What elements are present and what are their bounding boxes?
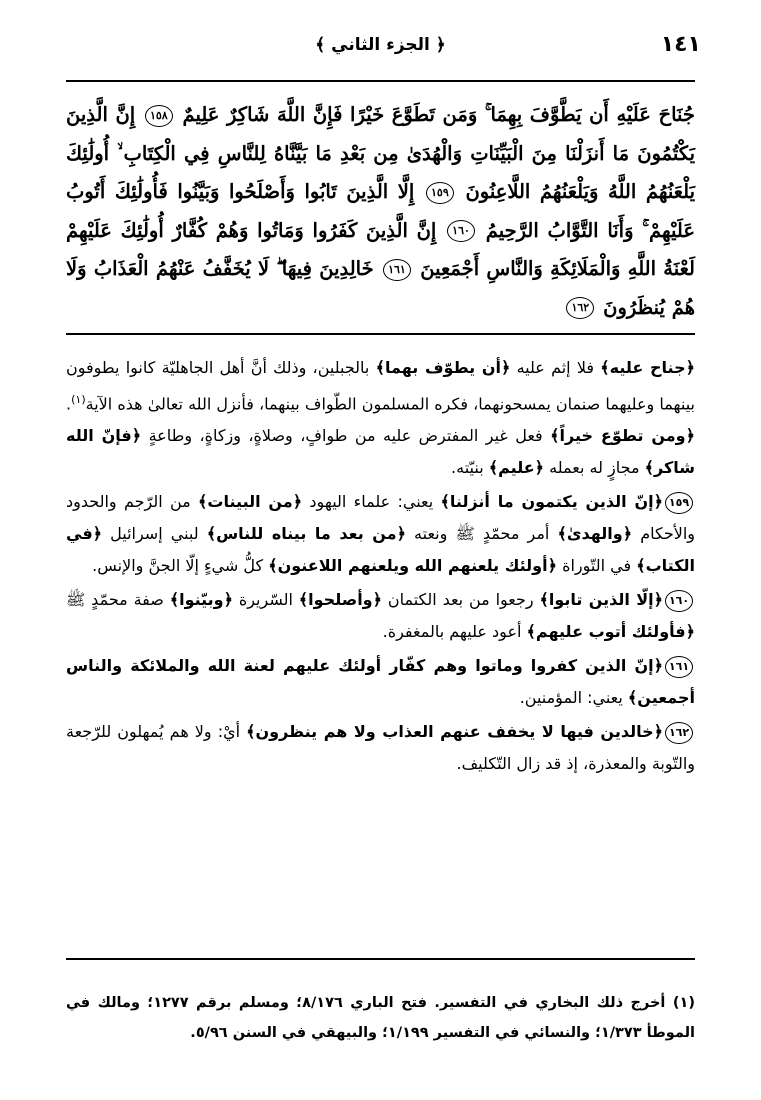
quoted-phrase: ﴿أولئك يلعنهم الله ويلعنهم اللاعنون﴾ [268, 556, 557, 576]
ayah-text: خَالِدِينَ فِيهَا ۖ لَا يُخَفَّفُ عَنْهُمُ الْعَذَابُ وَلَا هُمْ يُنظَرُونَ [66, 257, 695, 319]
quoted-phrase: ﴿فإنّ الله شاكر﴾ [66, 426, 695, 478]
commentary-text: مجازٍ له بعمله [544, 458, 645, 478]
quoted-phrase: ﴿عليم﴾ [488, 458, 545, 478]
ayah-number-marker: ١٦٢ [665, 722, 693, 744]
quoted-phrase: ﴿وبيّنوا﴾ [169, 590, 233, 610]
quran-separator-rule [66, 333, 695, 335]
quoted-phrase: ﴿إلّا الذين تابوا﴾ [539, 590, 664, 610]
commentary-text: يعني: علماء اليهود [302, 492, 441, 512]
footnote-text: أخرج ذلك البخاري في التفسير. فتح الباري ٨/١٧٦؛ ومسلم برقم ١٢٧٧؛ ومالك في الموطأ ١/٣٧٣؛ والنسائي في التفسير ١/١٩٩؛ والبيهقي في السنن ٥/٩٦. [66, 995, 695, 1041]
footnote [66, 988, 695, 1048]
quoted-phrase: ﴿إنّ الذين كفروا وماتوا وهم كفّار أولئك عليهم لعنة الله والملائكة والناس أجمعين﴾ [66, 656, 695, 708]
commentary-text: فعل غير المفترض عليه من طوافٍ، وصلاةٍ، وزكاةٍ، وطاعةٍ [141, 426, 551, 446]
quoted-phrase: ﴿من البينات﴾ [198, 492, 303, 512]
quoted-phrase: ﴿وأصلحوا﴾ [298, 590, 382, 610]
quoted-phrase: ﴿والهدىٰ﴾ [557, 524, 633, 544]
commentary-text: فلا إثم عليه [510, 358, 601, 377]
quoted-phrase: ﴿في الكتاب﴾ [66, 524, 695, 576]
ayah-text: إِنَّ الَّذِينَ يَكْتُمُونَ مَا أَنزَلْنَا مِنَ الْبَيِّنَاتِ وَالْهُدَىٰ مِن بَعْدِ مَا بَيَّنَّاهُ لِلنَّاسِ فِي الْكِتَابِ ۙ أُولَٰئِكَ يَلْعَنُهُمُ اللَّهُ وَيَلْعَنُهُمُ اللَّاعِنُونَ [66, 103, 695, 203]
commentary-text: من الرّجم والحدود والأحكام [66, 492, 696, 544]
footnote-reference[interactable]: (١) [71, 393, 86, 406]
quoted-phrase: ﴿إنّ الذين يكتمون ما أنزلنا﴾ [440, 492, 663, 512]
commentary-paragraph [66, 650, 695, 714]
commentary-text: في التّوراة [556, 556, 637, 576]
ayah-number-marker: ١٥٩ [426, 182, 454, 204]
ayah-number-marker: ١٦١ [383, 259, 411, 281]
commentary-text: السّريرة [232, 590, 299, 610]
part-title: ﴿ الجزء الثاني ﴾ [315, 35, 446, 55]
ayah-number-marker: ١٦٠ [665, 590, 693, 612]
header-rule [66, 80, 695, 82]
ayah-number-marker: ١٥٩ [665, 492, 693, 514]
quoted-phrase: ﴿ومن تطوّع خيراً﴾ [550, 426, 695, 446]
quoted-phrase: ﴿أن يطوّف بهما﴾ [375, 358, 511, 377]
commentary-text: كلُّ شيءٍ إلّا الجنَّ والإنس. [92, 556, 269, 576]
quoted-phrase: ﴿خالدين فيها لا يخفف عنهم العذاب ولا هم ينظرون﴾ [246, 722, 664, 742]
commentary-text: . [66, 394, 72, 414]
commentary-text: أعود عليهم بالمغفرة. [382, 622, 527, 642]
quran-text [66, 96, 695, 327]
ayah-text: إِلَّا الَّذِينَ تَابُوا وَأَصْلَحُوا وَبَيَّنُوا فَأُولَٰئِكَ أَتُوبُ عَلَيْهِمْ ۚ وَأَنَا التَّوَّابُ الرَّحِيمُ [66, 180, 695, 242]
ayah-text: إِنَّ الَّذِينَ كَفَرُوا وَمَاتُوا وَهُمْ كُفَّارٌ أُولَٰئِكَ عَلَيْهِمْ لَعْنَةُ اللَّهِ وَالْمَلَائِكَةِ وَالنَّاسِ أَجْمَعِينَ [66, 218, 695, 280]
ayah-text: جُنَاحَ عَلَيْهِ أَن يَطَّوَّفَ بِهِمَا ۚ وَمَن تَطَوَّعَ خَيْرًا فَإِنَّ اللَّهَ شَاكِرٌ عَلِيمٌ [182, 103, 695, 126]
quoted-phrase: ﴿جناح عليه﴾ [600, 358, 695, 377]
commentary-text: بنيّته. [451, 458, 489, 478]
quoted-phrase: ﴿من بعد ما بيناه للناس﴾ [206, 524, 406, 544]
commentary-paragraph [66, 584, 695, 648]
commentary-paragraph [66, 486, 695, 582]
ayah-number-marker: ١٦٠ [447, 220, 475, 242]
quoted-phrase: ﴿فأولئك أتوب عليهم﴾ [526, 622, 695, 642]
commentary-text: لبني إسرائيل [102, 524, 207, 544]
ayah-number-marker: ١٦١ [665, 656, 693, 678]
ayah-number-marker: ١٥٨ [145, 105, 173, 127]
page-number: ١٤١ [660, 32, 701, 57]
commentary-paragraph [66, 716, 695, 780]
commentary-text: يعني: المؤمنين. [519, 688, 628, 708]
page-header [60, 30, 701, 70]
commentary-text: بالجبلين، وذلك أنَّ أهل الجاهليّة كانوا يطوفون بينهما وعليهما صنمان يمسحونهما، فكره المسلمون الطّواف بينهما، فأنزل الله تعالىٰ هذه الآية [66, 358, 695, 414]
commentary-text: أيْ: ولا هم يُمهلون للرّجعة والتّوبة والمعذرة، إذ قد زال التّكليف. [66, 722, 695, 774]
footnote-separator-rule [66, 958, 695, 960]
ayah-number-marker: ١٦٢ [566, 297, 594, 319]
commentary-text: أمر محمّدٍ ﷺ ونعته [405, 524, 558, 544]
footnote-number: (١) [672, 995, 695, 1011]
commentary-text: صفة محمّدٍ ﷺ [66, 590, 170, 610]
commentary [66, 352, 695, 782]
commentary-text: رجعوا من بعد الكتمان [382, 590, 540, 610]
commentary-paragraph [66, 352, 695, 484]
